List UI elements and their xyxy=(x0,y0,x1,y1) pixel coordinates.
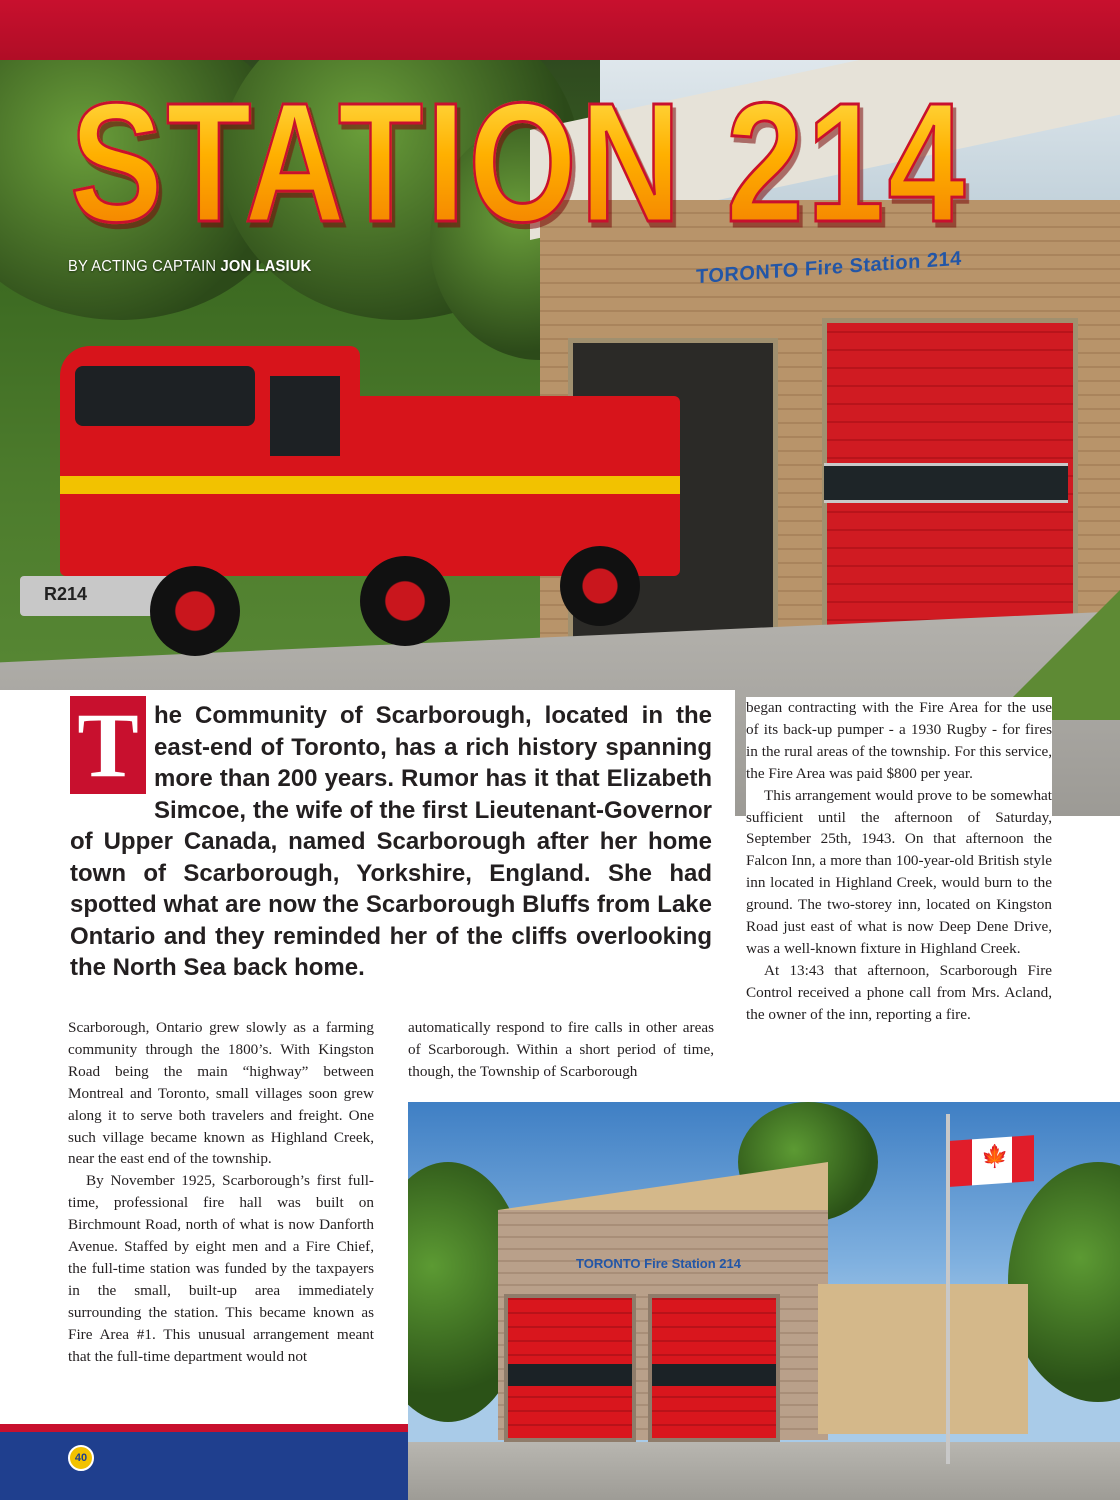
page-number: 40 xyxy=(68,1445,94,1471)
fire-truck xyxy=(20,346,670,666)
paragraph: Scarborough, Ontario grew slowly as a farming community through the 1800’s. With Kingston Road being the main “highway” between Montreal and Toronto, small villages soon grew along it to serve both travelers and freight. One such village became known as Highland Creek, near the east end of the township. xyxy=(68,1019,374,1168)
truck-wheel xyxy=(150,566,240,656)
bay-door-windows xyxy=(508,1364,632,1386)
truck-plate: R214 xyxy=(44,584,88,604)
lead-text: he Community of Scarborough, located in the east-end of Toronto, has a rich history spanning more than 200 years. Rumor has it that Elizabeth Simcoe, the wife of the first Lieutenant-Governor of Upper Canada, named Scarborough after her home town of Scarborough, Yorkshire, England. She had spotted what are now the Scarborough Bluffs from Lake Ontario and they reminded her of the cliffs overlooking the North Sea back home. xyxy=(70,702,712,981)
truck-stripe xyxy=(60,476,680,494)
paragraph: automatically respond to fire calls in other areas of Scarborough. Within a short period of time, though, the Township of Scarborough xyxy=(408,1019,714,1080)
canada-flag xyxy=(950,1135,1034,1187)
body-column-1 xyxy=(68,1017,374,1368)
truck-wheel xyxy=(560,546,640,626)
bay-door-windows xyxy=(824,463,1068,503)
driveway xyxy=(408,1442,1120,1500)
paragraph: By November 1925, Scarborough’s first full-time, professional fire hall was built on Birchmount Road, north of what is now Danforth Avenue. Staffed by eight men and a Fire Chief, the full-time station was funded by the taxpayers in the small, built-up area immediately surrounding the station. This became known as Fire Area #1. This unusual arrangement meant that the full-time department would not xyxy=(68,1172,374,1365)
paragraph: began contracting with the Fire Area for the use of its back-up pumper - a 1930 Rugby - for fires in the rural areas of the township. For this service, the Fire Area was paid $800 per year. xyxy=(746,699,1052,782)
station-sign: TORONTO Fire Station 214 xyxy=(576,1256,741,1271)
truck-side-window xyxy=(270,376,340,456)
bay-door-windows xyxy=(652,1364,776,1386)
station-exterior-photo xyxy=(408,1102,1120,1500)
station-wing xyxy=(818,1284,1028,1434)
drop-cap: T xyxy=(70,696,146,794)
byline-author: JON LASIUK xyxy=(220,258,312,275)
top-red-bar xyxy=(0,0,1120,60)
body-column-3 xyxy=(746,697,1052,1026)
article-title: STATION 214 xyxy=(70,68,969,258)
footer-blue-bar xyxy=(0,1432,408,1500)
paragraph: At 13:43 that afternoon, Scarborough Fire Control received a phone call from Mrs. Acland, the owner of the inn, reporting a fire. xyxy=(746,961,1052,1023)
lead-paragraph xyxy=(70,700,712,984)
truck-windshield xyxy=(75,366,255,426)
byline-prefix: BY ACTING CAPTAIN xyxy=(68,258,217,275)
paragraph: This arrangement would prove to be somewhat sufficient until the afternoon of Saturday, September 25th, 1943. On that afternoon the Falcon Inn, a more than 100-year-old British style inn located in Highland Creek, would burn to the ground. The two-storey inn, located on Kingston Road just east of what is now Deep Dene Drive, was a well-known fixture in Highland Creek. xyxy=(746,786,1052,957)
byline xyxy=(68,258,311,276)
truck-wheel xyxy=(360,556,450,646)
footer-red-stripe xyxy=(0,1424,408,1432)
body-column-2 xyxy=(408,1017,714,1083)
station-sign: TORONTO Fire Station 214 xyxy=(696,247,962,289)
